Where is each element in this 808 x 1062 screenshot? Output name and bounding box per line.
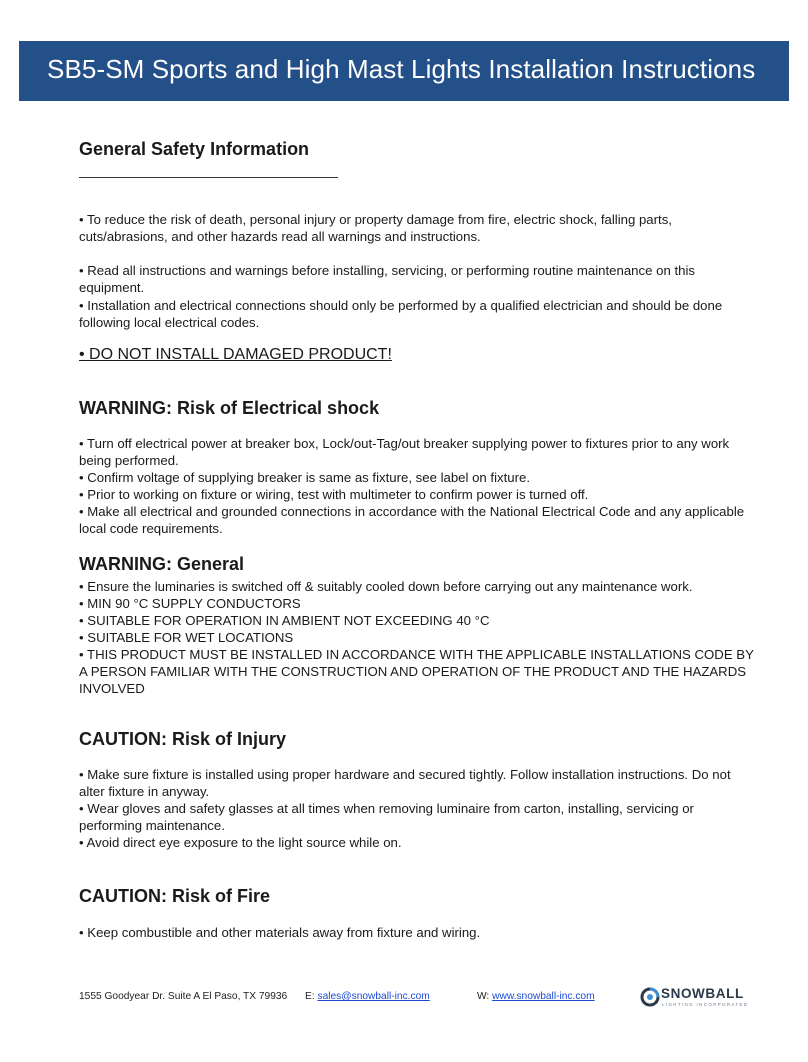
injury-list <box>79 766 759 851</box>
page-title: SB5-SM Sports and High Mast Lights Installation Instructions <box>47 54 756 84</box>
electrical-shock-list <box>79 435 759 537</box>
footer-website <box>477 991 595 1002</box>
list-item: • SUITABLE FOR OPERATION IN AMBIENT NOT EXCEEDING 40 °C <box>79 613 490 628</box>
list-item: • Confirm voltage of supplying breaker is same as fixture, see label on fixture. <box>79 470 531 485</box>
heading-warning-general: WARNING: General <box>79 554 245 574</box>
heading-general-safety: General Safety Information <box>79 139 310 159</box>
list-item: • THIS PRODUCT MUST BE INSTALLED IN ACCORDANCE WITH THE APPLICABLE INSTALLATIONS CODE BY A PERSON FAMILIAR WITH THE CONSTRUCTION AND OPERATION OF THE PRODUCT AND THE HAZARDS INVOLVED <box>79 647 754 696</box>
list-item: • Make sure fixture is installed using proper hardware and secured tightly. Follow installation instructions. Do not alter fixture in anyway. <box>79 767 731 799</box>
list-item: • Wear gloves and safety glasses at all times when removing luminaire from carton, installing, servicing or performing maintenance. <box>79 801 694 833</box>
email-link[interactable]: sales@snowball-inc.com <box>317 991 430 1002</box>
footer-address: 1555 Goodyear Dr. Suite A El Paso, TX 79936 <box>79 991 288 1002</box>
list-item: • Ensure the luminaries is switched off & suitably cooled down before carrying out any maintenance work. <box>79 579 693 594</box>
logo-wordmark: SNOWBALL <box>661 986 744 1001</box>
title-banner <box>19 41 789 101</box>
damaged-product-warning: • DO NOT INSTALL DAMAGED PRODUCT! <box>79 346 392 363</box>
list-item: • Avoid direct eye exposure to the light source while on. <box>79 835 402 850</box>
list-item: • MIN 90 °C SUPPLY CONDUCTORS <box>79 596 301 611</box>
fire-list <box>79 924 759 941</box>
heading-risk-of-fire: CAUTION: Risk of Fire <box>79 886 271 906</box>
footer-web-label: W: <box>477 991 490 1002</box>
heading-electrical-shock: WARNING: Risk of Electrical shock <box>79 398 380 418</box>
website-link[interactable]: www.snowball-inc.com <box>492 991 595 1002</box>
footer-email-label: E: <box>305 991 315 1002</box>
list-item: • SUITABLE FOR WET LOCATIONS <box>79 630 294 645</box>
heading-underline <box>79 177 338 178</box>
heading-risk-of-injury: CAUTION: Risk of Injury <box>79 729 287 749</box>
bullet-general-3: • Installation and electrical connections should only be performed by a qualified electrician and should be done following local electrical codes. <box>79 298 723 330</box>
list-item: • Turn off electrical power at breaker box, Lock/out-Tag/out breaker supplying power to fixtures prior to any work being performed. <box>79 436 730 468</box>
snowball-logo <box>640 985 749 1009</box>
logo-swirl-icon <box>640 987 660 1007</box>
bullet-general-2: • Read all instructions and warnings before installing, servicing, or performing routine maintenance on this equipment. <box>79 263 695 295</box>
bullet-general-1: • To reduce the risk of death, personal injury or property damage from fire, electric shock, falling parts, cuts/abrasions, and other hazards read all warnings and instructions. <box>79 212 672 244</box>
list-item: • Make all electrical and grounded connections in accordance with the National Electrical Code and any applicable local code requirements. <box>79 504 745 536</box>
warning-general-list <box>79 578 759 697</box>
footer-email <box>305 991 430 1002</box>
list-item: • Prior to working on fixture or wiring, test with multimeter to confirm power is turned off. <box>79 487 589 502</box>
list-item: • Keep combustible and other materials away from fixture and wiring. <box>79 925 481 940</box>
logo-tagline: LIGHTING INCORPORATED <box>662 1002 749 1007</box>
